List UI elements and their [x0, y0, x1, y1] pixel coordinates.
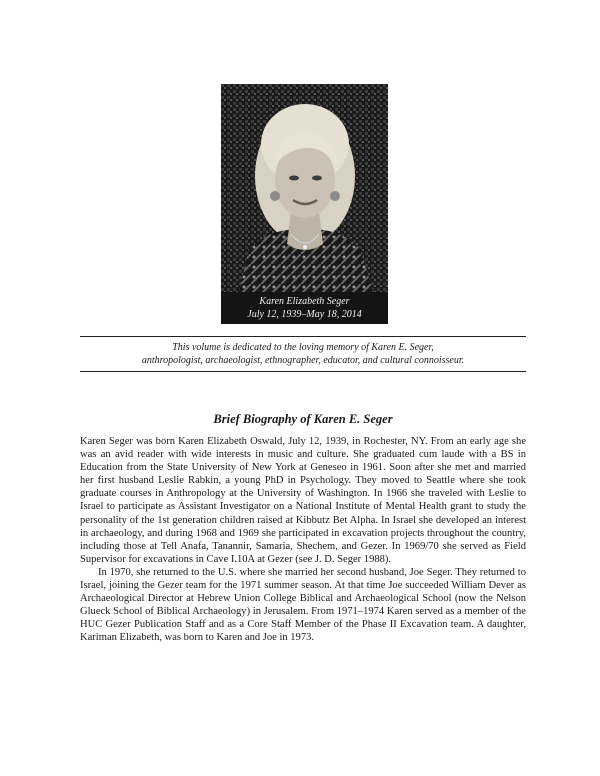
- caption-name: Karen Elizabeth Seger: [259, 296, 350, 307]
- dedication-line-1: This volume is dedicated to the loving memory of Karen E. Seger,: [172, 342, 434, 353]
- biography-title: Brief Biography of Karen E. Seger: [213, 412, 393, 426]
- biography-text: [80, 435, 526, 645]
- dedication-line-2: anthropologist, archaeologist, ethnographer, educator, and cultural connoisseur.: [141, 355, 465, 366]
- biography-paragraph-1: Karen Seger was born Karen Elizabeth Oswald, July 12, 1939, in Rochester, NY. From an early age she was an avid reader with wide interests in music and culture. She graduated cum laude with a BS in Education from the State University of New York at Geneseo in 1961. Soon after she met and married her first husband Leslie Rabkin, a young PhD in Psychology. They moved to Seattle where she took graduate courses in Anthropology at the University of Washington. In 1966 she traveled with Leslie to Israel to participate as Assistant Investigator on a National Institute of Mental Health grant to study the personality of the 1st generation children raised at Kibbutz Bet Alpha. In Israel she developed an interest in archaeology, and during 1968 and 1969 she participated in excavation projects throughout the country, including those at Tell Anafa, Tanannir, Samaria, Shechem, and Gezer. In 1969/70 she served as Field Supervisor for excavations in Cave I.10A at Gezer (see J. D. Seger 1988).: [80, 436, 526, 565]
- portrait-photo: [221, 84, 388, 292]
- portrait-image: [221, 84, 388, 292]
- portrait-caption: [221, 292, 388, 324]
- portrait-frame: [221, 84, 388, 324]
- caption-dates: July 12, 1939–May 18, 2014: [247, 309, 362, 320]
- dedication-box: [80, 336, 526, 372]
- biography-paragraph-2: In 1970, she returned to the U.S. where she married her second husband, Joe Seger. They returned to Israel, joining the Gezer team for the 1971 summer season. At that time Joe succeeded William Dever as Archaeological Director at Hebrew Union College Biblical and Archaeological School (now the Nelson Glueck School of Biblical Archaeology) in Jerusalem. From 1971–1974 Karen served as a member of the HUC Gezer Publication Staff and as a Core Staff Member of the Phase II Excavation team. A daughter, Kariman Elizabeth, was born to Karen and Joe in 1973.: [80, 566, 526, 644]
